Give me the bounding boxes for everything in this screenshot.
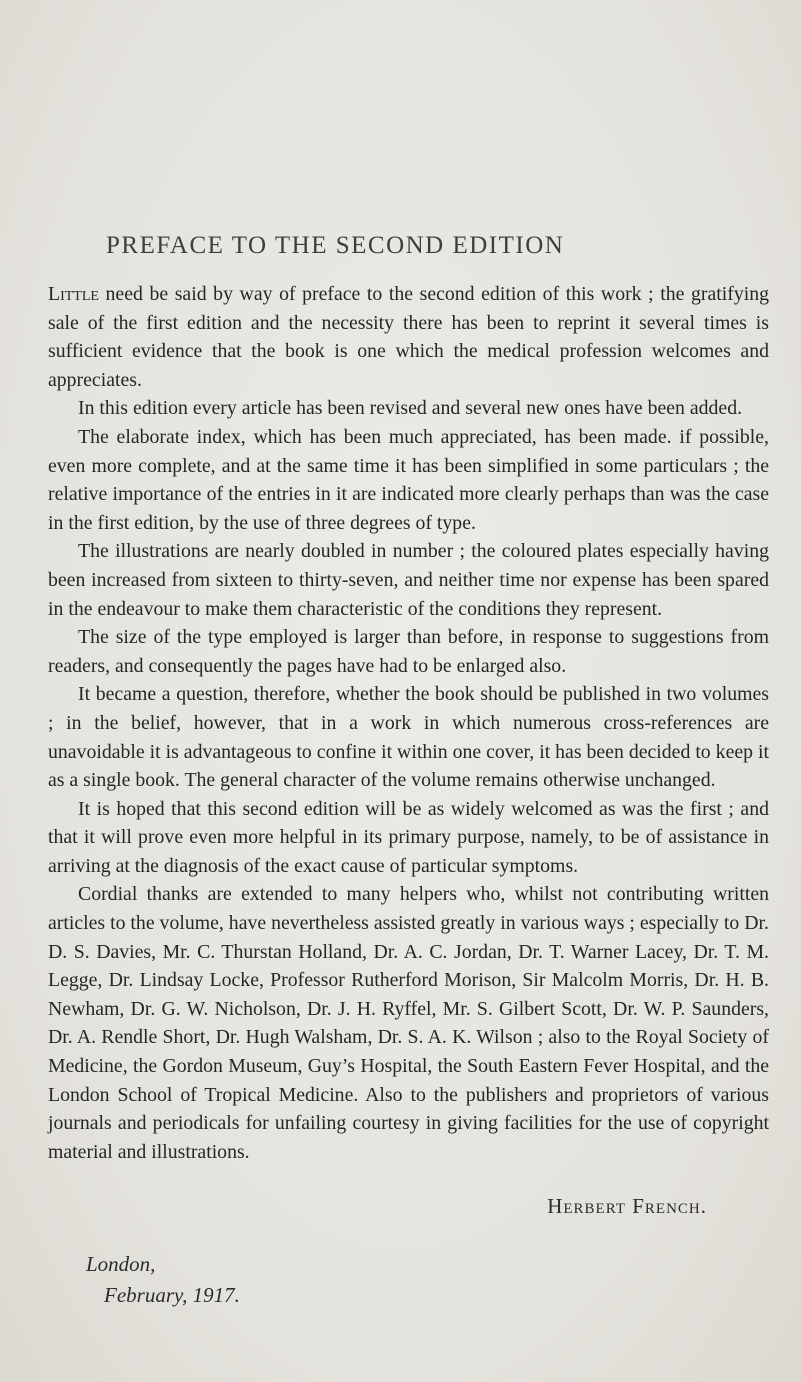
dateline-date: February, 1917. [104, 1283, 240, 1308]
drop-word: Little [48, 283, 99, 305]
paragraph-1 [48, 280, 769, 394]
paragraph-1-text: need be said by way of preface to the second edition of this work ; the gratifying sale of the first edition and the necessity there has been to reprint it several times is sufficient evidence that the book is one which the medical profession welcomes and appreciates. [48, 283, 769, 391]
paragraph-6: It became a question, therefore, whether the book should be published in two volumes ; in the belief, however, that in a work in which numerous cross-references are unavoidable it is advantageous to confine it within one cover, it has been decided to keep it as a single book. The general character of the volume remains otherwise unchanged. [48, 683, 769, 792]
page-title: PREFACE TO THE SECOND EDITION [106, 232, 565, 259]
preface-body [48, 280, 769, 1166]
dateline [48, 1249, 769, 1311]
paragraph-3: The elaborate index, which has been much appreciated, has been made. if possible, even more complete, and at the same time it has been simplified in some particulars ; the relative importance of the entries in it are indicated more clearly perhaps than was the case in the first edition, by the use of three degrees of type. [48, 425, 769, 534]
paragraph-2: In this edition every article has been revised and several new ones have been added. [78, 397, 743, 420]
paragraph-5: The size of the type employed is larger than before, in response to suggestions from readers, and consequently the pages have had to be enlarged also. [48, 626, 769, 677]
author-signature: Herbert French. [547, 1194, 707, 1219]
paragraph-8: Cordial thanks are extended to many helpers who, whilst not contributing written articles to the volume, have nevertheless assisted greatly in various ways ; especially to Dr. D. S. Davies, Mr. C. Thurstan Holland, Dr. A. C. Jordan, Dr. T. Warner Lacey, Dr. T. M. Legge, Dr. Lindsay Locke, Professor Rutherford Morison, Sir Malcolm Morris, Dr. H. B. Newham, Dr. G. W. Nicholson, Dr. J. H. Ryffel, Mr. S. Gilbert Scott, Dr. W. P. Saunders, Dr. A. Rendle Short, Dr. Hugh Walsham, Dr. S. A. K. Wilson ; also to the Royal Society of Medicine, the Gordon Museum, Guy’s Hospital, the South Eastern Fever Hospital, and the London School of Tropical Medicine. Also to the publishers and proprietors of various journals and periodicals for unfailing courtesy in giving facilities for the use of copyright material and illustrations. [48, 883, 769, 1163]
paragraph-7: It is hoped that this second edition will be as widely welcomed as was the first ; and that it will prove even more helpful in its primary purpose, namely, to be of assistance in arriving at the diagnosis of the exact cause of particular symptoms. [48, 797, 769, 877]
dateline-place: London, [86, 1252, 156, 1277]
paragraph-4: The illustrations are nearly doubled in number ; the coloured plates especially having been increased from sixteen to thirty-seven, and neither time nor expense has been spared in the endeavour to make them characteristic of the conditions they represent. [48, 540, 769, 620]
